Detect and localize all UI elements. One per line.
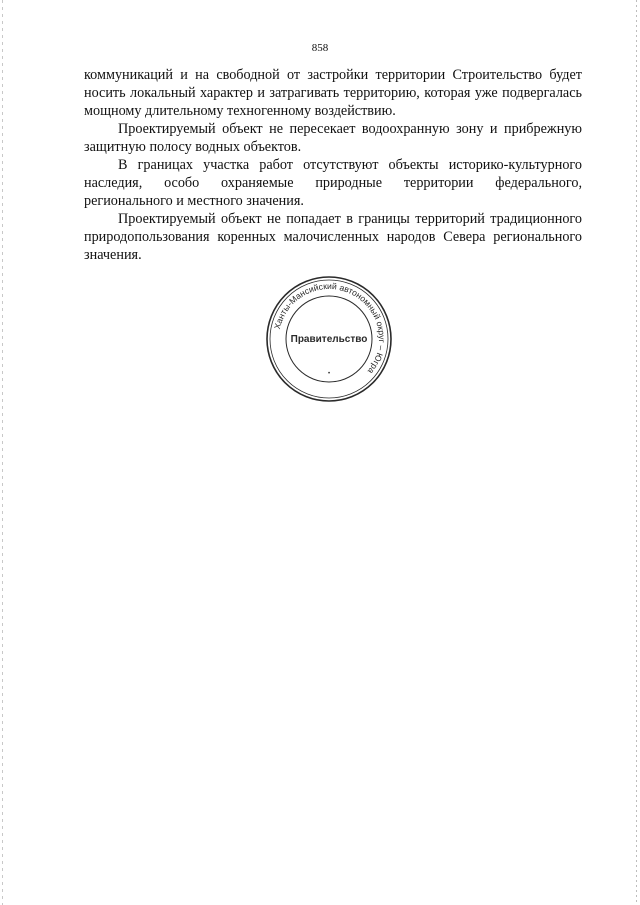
seal-ring-text: Ханты-Мансийский автономный округ – Югра (272, 280, 388, 376)
official-seal (264, 274, 394, 404)
paragraph-1: коммуникаций и на свободной от застройки территории Строительство будет носить локальный характер и затрагивать территорию, которая уже подвергалась мощному длительному техногенному воздействию. (84, 67, 582, 119)
scan-edge-left (2, 0, 3, 905)
seal-center-text: Правительство (290, 334, 368, 345)
paragraph-4: Проектируемый объект не попадает в границы территорий традиционного природопользования коренных малочисленных народов Севера регионального значения. (84, 211, 582, 263)
seal-graphic (264, 274, 394, 404)
paragraph-2: Проектируемый объект не пересекает водоохранную зону и прибрежную защитную полосу водных объектов. (84, 121, 582, 155)
body-text (84, 66, 582, 264)
paragraph-3: В границах участка работ отсутствуют объекты историко-культурного наследия, особо охраняемые природные территории федерального, регионального и местного значения. (84, 157, 582, 209)
seal-star-icon: • (327, 371, 331, 377)
page-number: 858 (311, 42, 329, 54)
scan-edge-right (636, 0, 637, 905)
